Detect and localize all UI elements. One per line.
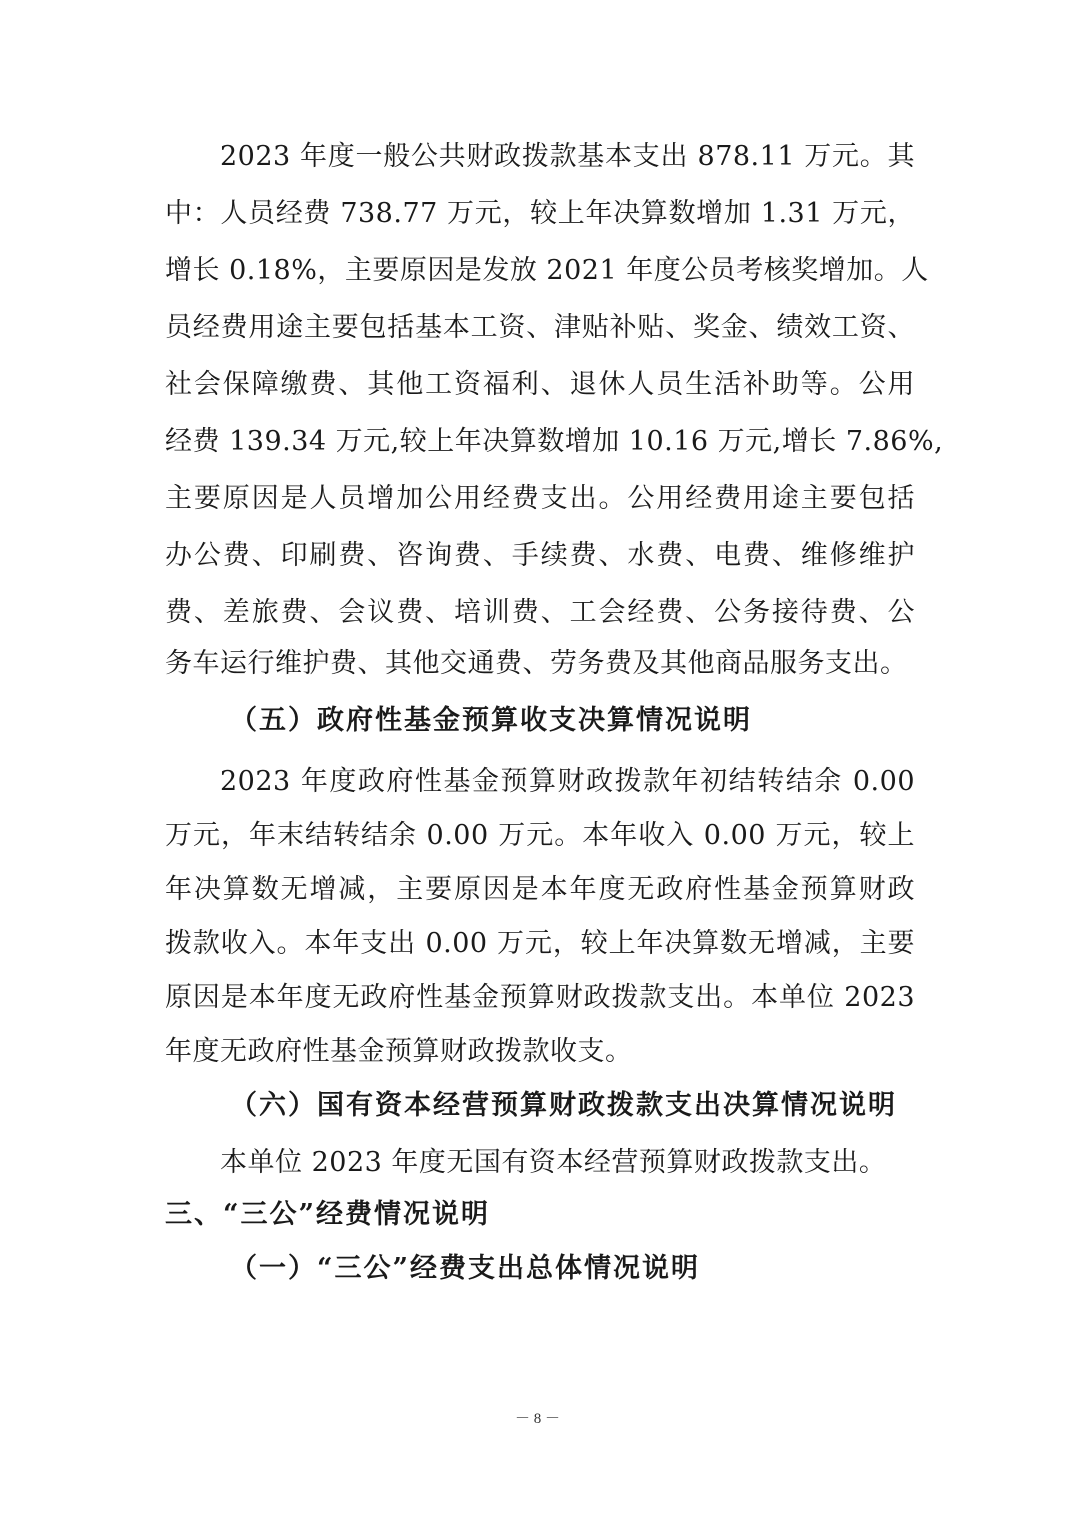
- section-title: 三、“三公”经费情况说明: [165, 1199, 491, 1230]
- paragraph-line: 原因是本年度无政府性基金预算财政拨款支出。本单位 2023: [165, 982, 915, 1013]
- paragraph-line: 经费 139.34 万元,较上年决算数增加 10.16 万元,增长 7.86%,: [165, 426, 944, 457]
- paragraph-line: 2023 年度一般公共财政拨款基本支出 878.11 万元。其: [220, 141, 915, 172]
- paragraph-line: 中：人员经费 738.77 万元，较上年决算数增加 1.31 万元，: [165, 198, 915, 229]
- paragraph-line: 主要原因是人员增加公用经费支出。公用经费用途主要包括: [165, 483, 915, 514]
- page-number: － 8 －: [514, 1411, 560, 1427]
- paragraph-line: 年度无政府性基金预算财政拨款收支。: [165, 1036, 633, 1067]
- paragraph-line: 费、差旅费、会议费、培训费、工会经费、公务接待费、公: [165, 597, 915, 628]
- paragraph-line: 拨款收入。本年支出 0.00 万元，较上年决算数无增减，主要: [165, 928, 915, 959]
- paragraph-line: 务车运行维护费、其他交通费、劳务费及其他商品服务支出。: [165, 648, 908, 679]
- paragraph-line: 办公费、印刷费、咨询费、手续费、水费、电费、维修维护: [165, 540, 915, 571]
- paragraph-line: 万元，年末结转结余 0.00 万元。本年收入 0.00 万元，较上: [165, 820, 915, 851]
- paragraph-line: 本单位 2023 年度无国有资本经营预算财政拨款支出。: [220, 1147, 887, 1178]
- paragraph-line: 2023 年度政府性基金预算财政拨款年初结转结余 0.00: [220, 766, 915, 797]
- paragraph-line: 社会保障缴费、其他工资福利、退休人员生活补助等。公用: [165, 369, 915, 400]
- section-heading: （五）政府性基金预算收支决算情况说明: [230, 705, 752, 736]
- section-heading: （六）国有资本经营预算财政拨款支出决算情况说明: [230, 1090, 897, 1121]
- paragraph-line: 年决算数无增减，主要原因是本年度无政府性基金预算财政: [165, 874, 915, 905]
- paragraph-line: 员经费用途主要包括基本工资、津贴补贴、奖金、绩效工资、: [165, 312, 915, 343]
- paragraph-line: 增长 0.18%，主要原因是发放 2021 年度公员考核奖增加。人: [165, 255, 929, 286]
- subsection-heading: （一）“三公”经费支出总体情况说明: [230, 1253, 701, 1284]
